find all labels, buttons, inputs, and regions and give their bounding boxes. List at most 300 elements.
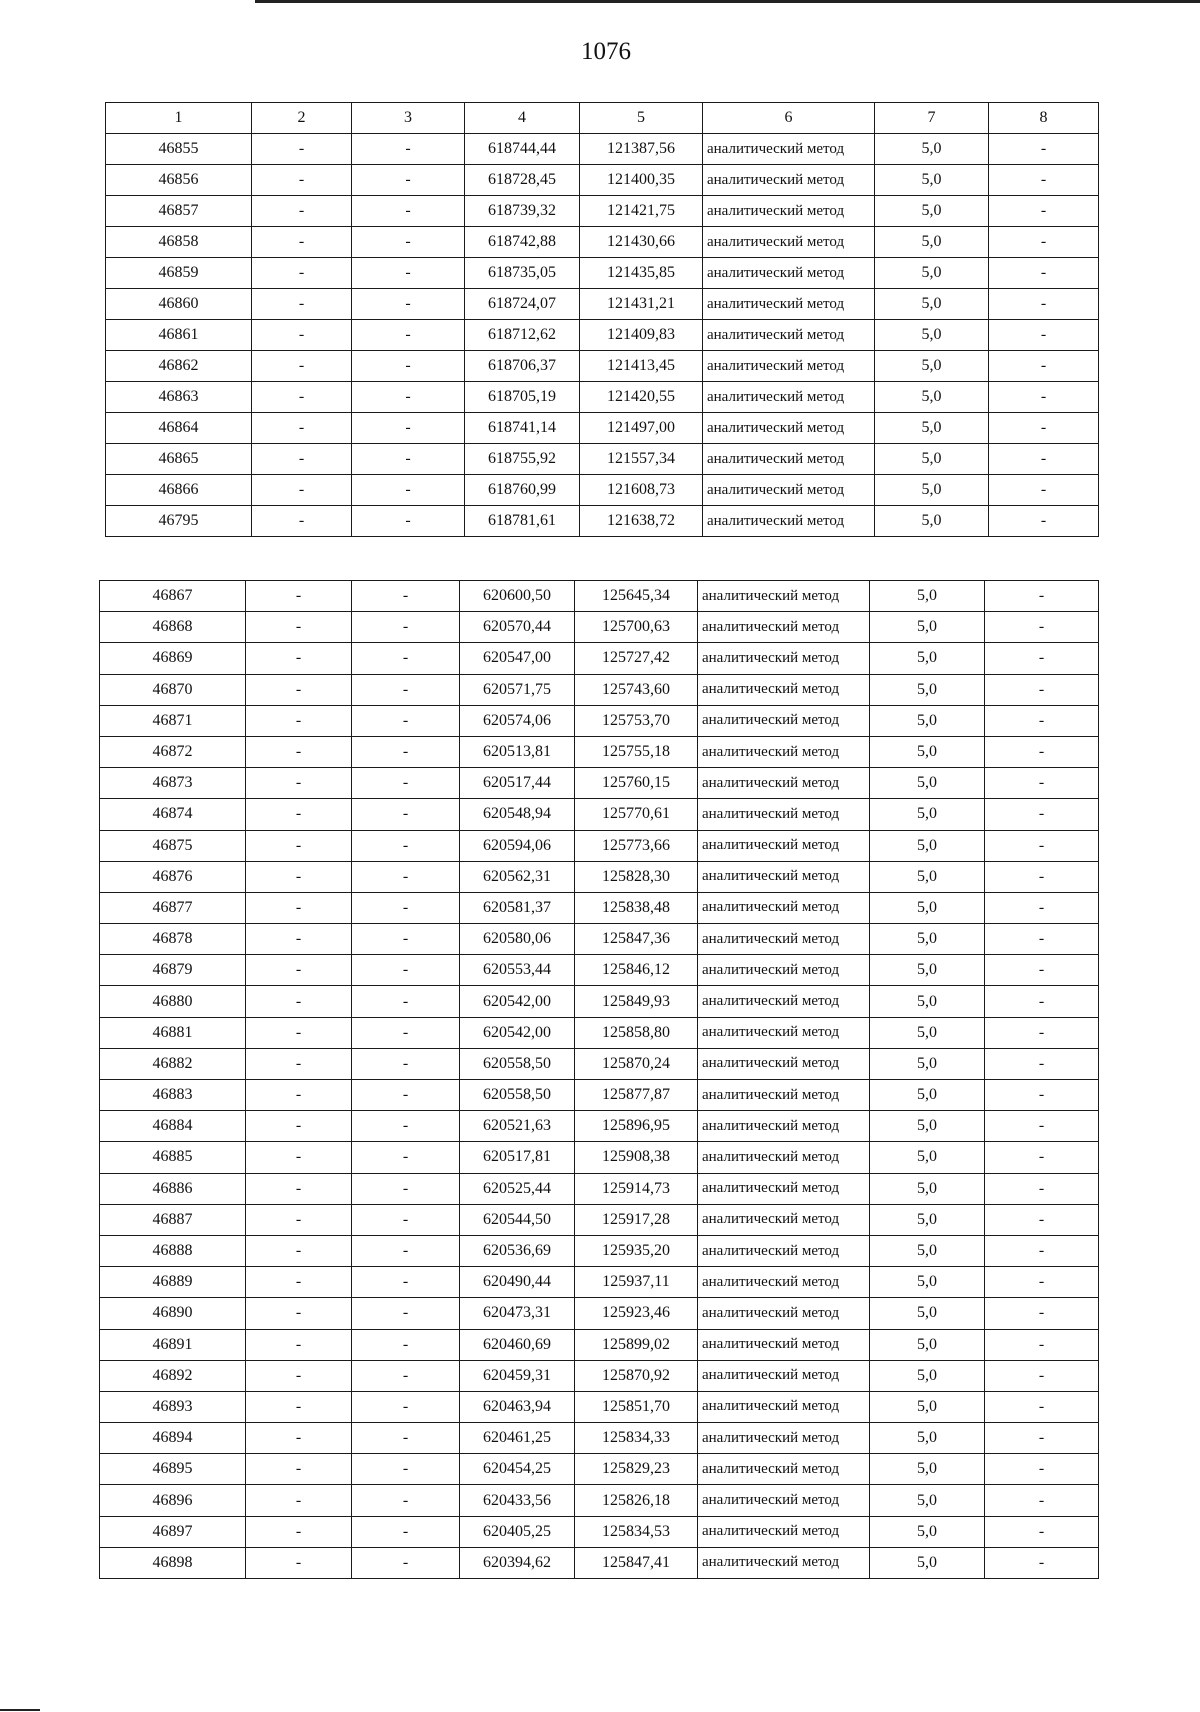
table-row <box>100 1423 1099 1454</box>
table-cell: 46880 <box>100 986 246 1017</box>
table-cell: 618706,37 <box>465 351 580 382</box>
table-cell: - <box>352 830 460 861</box>
table-cell: - <box>252 289 352 320</box>
table-cell: аналитический метод <box>698 1142 870 1173</box>
header-cell: 1 <box>106 103 252 134</box>
table-row <box>100 1235 1099 1266</box>
table-cell: - <box>989 134 1099 165</box>
table-cell: аналитический метод <box>698 1516 870 1547</box>
table-cell: 618705,19 <box>465 382 580 413</box>
table-cell: 5,0 <box>870 1173 985 1204</box>
table-cell: 618742,88 <box>465 227 580 258</box>
table-cell: аналитический метод <box>703 506 875 537</box>
table-cell: - <box>985 1111 1099 1142</box>
table-cell: 121497,00 <box>580 413 703 444</box>
table-row <box>100 1516 1099 1547</box>
table-cell: - <box>252 382 352 413</box>
table-cell: аналитический метод <box>698 799 870 830</box>
table-cell: - <box>352 289 465 320</box>
table-cell: - <box>352 1204 460 1235</box>
table-row <box>106 506 1099 537</box>
table-cell: 620473,31 <box>460 1298 575 1329</box>
table-cell: - <box>246 892 352 923</box>
table-cell: 620571,75 <box>460 674 575 705</box>
table-cell: - <box>246 1235 352 1266</box>
header-cell: 3 <box>352 103 465 134</box>
table-cell: - <box>352 581 460 612</box>
table-cell: 125828,30 <box>575 861 698 892</box>
table-cell: 5,0 <box>870 1017 985 1048</box>
table-cell: 125834,33 <box>575 1423 698 1454</box>
table-cell: - <box>246 1454 352 1485</box>
table-cell: 46887 <box>100 1204 246 1235</box>
table-cell: 46885 <box>100 1142 246 1173</box>
table-row <box>100 643 1099 674</box>
table-cell: аналитический метод <box>698 1048 870 1079</box>
table-cell: аналитический метод <box>703 196 875 227</box>
table-cell: - <box>252 258 352 289</box>
table-cell: - <box>246 1423 352 1454</box>
table-row <box>100 955 1099 986</box>
table-row <box>100 705 1099 736</box>
table-cell: аналитический метод <box>698 736 870 767</box>
table-row <box>100 986 1099 1017</box>
table-cell: - <box>352 643 460 674</box>
table-row <box>100 612 1099 643</box>
table-row <box>100 1048 1099 1079</box>
table-cell: 5,0 <box>870 1080 985 1111</box>
table-cell: 46888 <box>100 1235 246 1266</box>
table-cell: - <box>985 1048 1099 1079</box>
table-cell: 5,0 <box>870 1454 985 1485</box>
table-cell: 46857 <box>106 196 252 227</box>
table-cell: 46875 <box>100 830 246 861</box>
table-cell: 620558,50 <box>460 1048 575 1079</box>
table-cell: 620542,00 <box>460 1017 575 1048</box>
header-cell: 7 <box>875 103 989 134</box>
table-cell: - <box>985 643 1099 674</box>
table-cell: аналитический метод <box>698 986 870 1017</box>
table-cell: - <box>352 768 460 799</box>
table-cell: - <box>246 705 352 736</box>
table-cell: - <box>246 1048 352 1079</box>
table-cell: аналитический метод <box>703 289 875 320</box>
table-cell: - <box>246 581 352 612</box>
coordinates-table-lower <box>99 580 1099 1579</box>
table-cell: 620517,81 <box>460 1142 575 1173</box>
table-cell: аналитический метод <box>698 612 870 643</box>
table-row <box>100 1485 1099 1516</box>
table-cell: - <box>989 320 1099 351</box>
table-cell: 46878 <box>100 924 246 955</box>
table-cell: - <box>252 351 352 382</box>
table-cell: - <box>352 413 465 444</box>
table-cell: - <box>352 1516 460 1547</box>
table-cell: 46891 <box>100 1329 246 1360</box>
table-cell: 620574,06 <box>460 705 575 736</box>
table-cell: 125877,87 <box>575 1080 698 1111</box>
table-cell: - <box>985 830 1099 861</box>
table-cell: - <box>985 1516 1099 1547</box>
table-cell: 46882 <box>100 1048 246 1079</box>
table-cell: 5,0 <box>870 581 985 612</box>
table-cell: 620394,62 <box>460 1547 575 1578</box>
table-cell: - <box>352 1173 460 1204</box>
table-cell: 121420,55 <box>580 382 703 413</box>
table-cell: 5,0 <box>870 736 985 767</box>
table-cell: - <box>985 924 1099 955</box>
table-cell: 620536,69 <box>460 1235 575 1266</box>
table-cell: 5,0 <box>875 289 989 320</box>
table-cell: 5,0 <box>870 1204 985 1235</box>
table-cell: 46884 <box>100 1111 246 1142</box>
coordinates-table-upper <box>105 102 1099 537</box>
table-cell: аналитический метод <box>698 1391 870 1422</box>
table-cell: аналитический метод <box>698 1485 870 1516</box>
table-cell: - <box>985 1329 1099 1360</box>
table-cell: 46856 <box>106 165 252 196</box>
table-cell: 121413,45 <box>580 351 703 382</box>
table-cell: 5,0 <box>870 1111 985 1142</box>
table-cell: 5,0 <box>870 892 985 923</box>
table-row <box>100 892 1099 923</box>
table-cell: - <box>246 799 352 830</box>
table-cell: 125826,18 <box>575 1485 698 1516</box>
table-cell: 125834,53 <box>575 1516 698 1547</box>
table-cell: 125849,93 <box>575 986 698 1017</box>
header-row <box>106 103 1099 134</box>
table-cell: - <box>352 955 460 986</box>
table-cell: 620562,31 <box>460 861 575 892</box>
table-row <box>100 1329 1099 1360</box>
table-cell: 5,0 <box>875 506 989 537</box>
table-cell: 5,0 <box>875 444 989 475</box>
table-cell: - <box>989 258 1099 289</box>
table-cell: - <box>246 924 352 955</box>
table-cell: аналитический метод <box>698 892 870 923</box>
table-cell: - <box>252 320 352 351</box>
table-cell: аналитический метод <box>703 413 875 444</box>
table-cell: 46866 <box>106 475 252 506</box>
table-cell: 125773,66 <box>575 830 698 861</box>
table-cell: - <box>252 165 352 196</box>
table-row <box>106 444 1099 475</box>
table-row <box>106 134 1099 165</box>
table-cell: - <box>246 674 352 705</box>
table-cell: - <box>985 674 1099 705</box>
table-cell: - <box>252 444 352 475</box>
table-cell: аналитический метод <box>703 165 875 196</box>
table-cell: 125847,41 <box>575 1547 698 1578</box>
table-cell: - <box>985 892 1099 923</box>
table-cell: аналитический метод <box>698 1267 870 1298</box>
table-cell: 620521,63 <box>460 1111 575 1142</box>
table-cell: - <box>246 1173 352 1204</box>
table-cell: - <box>252 475 352 506</box>
table-cell: 5,0 <box>870 1360 985 1391</box>
table-cell: - <box>352 736 460 767</box>
table-cell: - <box>352 165 465 196</box>
table-cell: - <box>352 674 460 705</box>
header-cell: 8 <box>989 103 1099 134</box>
table-cell: - <box>352 1360 460 1391</box>
table-cell: 5,0 <box>870 1048 985 1079</box>
table-cell: 618728,45 <box>465 165 580 196</box>
table-cell: 125829,23 <box>575 1454 698 1485</box>
table-cell: 620490,44 <box>460 1267 575 1298</box>
table-cell: 125914,73 <box>575 1173 698 1204</box>
table-row <box>100 1454 1099 1485</box>
table-cell: - <box>985 1485 1099 1516</box>
table-cell: - <box>989 196 1099 227</box>
table-cell: - <box>246 986 352 1017</box>
table-cell: - <box>352 986 460 1017</box>
table-cell: аналитический метод <box>698 1235 870 1266</box>
table-cell: - <box>246 1204 352 1235</box>
table-row <box>106 351 1099 382</box>
table-cell: 5,0 <box>870 1547 985 1578</box>
table-cell: 125899,02 <box>575 1329 698 1360</box>
table-cell: 620461,25 <box>460 1423 575 1454</box>
table-cell: 620558,50 <box>460 1080 575 1111</box>
table-cell: 5,0 <box>870 1485 985 1516</box>
table-row <box>100 1142 1099 1173</box>
table-cell: аналитический метод <box>698 1080 870 1111</box>
table-row <box>106 258 1099 289</box>
table-cell: аналитический метод <box>703 134 875 165</box>
table-cell: аналитический метод <box>698 924 870 955</box>
table-cell: аналитический метод <box>698 861 870 892</box>
table-cell: 620463,94 <box>460 1391 575 1422</box>
table-cell: аналитический метод <box>703 227 875 258</box>
table-row <box>106 413 1099 444</box>
table-cell: - <box>352 1142 460 1173</box>
table-cell: 46863 <box>106 382 252 413</box>
table-cell: 5,0 <box>870 1329 985 1360</box>
table-cell: 618724,07 <box>465 289 580 320</box>
table-cell: 46898 <box>100 1547 246 1578</box>
table-cell: 46868 <box>100 612 246 643</box>
table-cell: - <box>352 1235 460 1266</box>
table-cell: 46895 <box>100 1454 246 1485</box>
table-cell: - <box>352 1454 460 1485</box>
table-cell: - <box>985 768 1099 799</box>
table-cell: аналитический метод <box>703 351 875 382</box>
table-cell: - <box>352 1111 460 1142</box>
table-cell: 618755,92 <box>465 444 580 475</box>
table-cell: - <box>989 351 1099 382</box>
table-cell: аналитический метод <box>703 258 875 289</box>
table-cell: 5,0 <box>875 196 989 227</box>
table-cell: - <box>352 1298 460 1329</box>
table-cell: - <box>246 861 352 892</box>
table-cell: 125908,38 <box>575 1142 698 1173</box>
table-cell: - <box>352 258 465 289</box>
table-cell: 5,0 <box>870 1267 985 1298</box>
table-cell: 121431,21 <box>580 289 703 320</box>
table-cell: - <box>246 1516 352 1547</box>
table-cell: - <box>246 768 352 799</box>
table-cell: 5,0 <box>875 227 989 258</box>
table-cell: - <box>989 475 1099 506</box>
table-cell: - <box>246 1111 352 1142</box>
table-cell: - <box>985 799 1099 830</box>
table-cell: 5,0 <box>870 1235 985 1266</box>
table-cell: - <box>352 351 465 382</box>
table-cell: 620570,44 <box>460 612 575 643</box>
table-cell: 618760,99 <box>465 475 580 506</box>
table-cell: 618781,61 <box>465 506 580 537</box>
table-cell: 620454,25 <box>460 1454 575 1485</box>
table-cell: 125858,80 <box>575 1017 698 1048</box>
table-row <box>100 581 1099 612</box>
table-cell: - <box>985 1235 1099 1266</box>
table-cell: - <box>246 1267 352 1298</box>
table-row <box>100 861 1099 892</box>
table-cell: 121387,56 <box>580 134 703 165</box>
table-cell: 620544,50 <box>460 1204 575 1235</box>
table-cell: 46876 <box>100 861 246 892</box>
table-cell: 46795 <box>106 506 252 537</box>
table-row <box>106 289 1099 320</box>
table-cell: 620553,44 <box>460 955 575 986</box>
table-cell: 620594,06 <box>460 830 575 861</box>
table-cell: - <box>252 413 352 444</box>
table-cell: 46855 <box>106 134 252 165</box>
table-cell: 46877 <box>100 892 246 923</box>
table-cell: 620548,94 <box>460 799 575 830</box>
table-cell: - <box>352 382 465 413</box>
table-cell: - <box>246 1360 352 1391</box>
table-row <box>100 1080 1099 1111</box>
table-cell: - <box>989 227 1099 258</box>
table-cell: - <box>246 1485 352 1516</box>
table-cell: 46889 <box>100 1267 246 1298</box>
table-cell: - <box>246 736 352 767</box>
table-cell: аналитический метод <box>698 830 870 861</box>
table-cell: - <box>246 612 352 643</box>
table-cell: аналитический метод <box>698 955 870 986</box>
page-number: 1076 <box>581 38 631 65</box>
table-cell: - <box>985 861 1099 892</box>
table-cell: 5,0 <box>870 986 985 1017</box>
table-cell: 5,0 <box>870 924 985 955</box>
table-cell: аналитический метод <box>698 1298 870 1329</box>
table-cell: - <box>352 475 465 506</box>
table-cell: 5,0 <box>875 413 989 444</box>
table-cell: 46893 <box>100 1391 246 1422</box>
table-cell: 5,0 <box>870 768 985 799</box>
table-cell: 620525,44 <box>460 1173 575 1204</box>
table-cell: 121638,72 <box>580 506 703 537</box>
table-cell: - <box>352 1017 460 1048</box>
table-cell: 125847,36 <box>575 924 698 955</box>
header-cell: 5 <box>580 103 703 134</box>
table-cell: 5,0 <box>870 1423 985 1454</box>
table-cell: 125743,60 <box>575 674 698 705</box>
table-cell: - <box>246 1391 352 1422</box>
table-cell: аналитический метод <box>703 475 875 506</box>
table-cell: 125753,70 <box>575 705 698 736</box>
header-cell: 6 <box>703 103 875 134</box>
table-cell: - <box>985 1080 1099 1111</box>
table-cell: 125935,20 <box>575 1235 698 1266</box>
table-cell: 125770,61 <box>575 799 698 830</box>
table-cell: 620460,69 <box>460 1329 575 1360</box>
table-cell: 125645,34 <box>575 581 698 612</box>
table-cell: 5,0 <box>875 351 989 382</box>
table-cell: 46890 <box>100 1298 246 1329</box>
table-row <box>100 1017 1099 1048</box>
table-cell: 125937,11 <box>575 1267 698 1298</box>
table-cell: - <box>246 1329 352 1360</box>
table-row <box>100 674 1099 705</box>
table-cell: 121409,83 <box>580 320 703 351</box>
table-cell: 125760,15 <box>575 768 698 799</box>
table-cell: 46873 <box>100 768 246 799</box>
table-cell: - <box>246 830 352 861</box>
table-cell: - <box>985 1142 1099 1173</box>
table-cell: аналитический метод <box>698 1329 870 1360</box>
table-cell: 5,0 <box>875 475 989 506</box>
table-cell: 618744,44 <box>465 134 580 165</box>
table-cell: - <box>352 506 465 537</box>
table-row <box>100 1547 1099 1578</box>
table-cell: - <box>252 506 352 537</box>
table-cell: - <box>352 227 465 258</box>
table-cell: 125870,24 <box>575 1048 698 1079</box>
table-cell: 5,0 <box>875 134 989 165</box>
table-cell: аналитический метод <box>698 674 870 705</box>
table-cell: - <box>246 1017 352 1048</box>
table-row <box>106 382 1099 413</box>
table-cell: аналитический метод <box>698 1423 870 1454</box>
table-cell: - <box>352 444 465 475</box>
table-cell: 121421,75 <box>580 196 703 227</box>
table-cell: - <box>352 320 465 351</box>
table-cell: 620581,37 <box>460 892 575 923</box>
table-cell: - <box>985 1391 1099 1422</box>
table-cell: аналитический метод <box>698 1547 870 1578</box>
table-cell: аналитический метод <box>698 643 870 674</box>
table-cell: 620433,56 <box>460 1485 575 1516</box>
table-cell: 125700,63 <box>575 612 698 643</box>
table-cell: - <box>252 227 352 258</box>
table-cell: - <box>989 165 1099 196</box>
table-cell: 618735,05 <box>465 258 580 289</box>
table-cell: 46870 <box>100 674 246 705</box>
table-cell: - <box>252 134 352 165</box>
table-cell: аналитический метод <box>698 581 870 612</box>
table-cell: - <box>985 1360 1099 1391</box>
table-row <box>100 768 1099 799</box>
table-cell: - <box>989 289 1099 320</box>
table-cell: 620517,44 <box>460 768 575 799</box>
table-cell: аналитический метод <box>703 444 875 475</box>
table-cell: 46897 <box>100 1516 246 1547</box>
table-row <box>100 799 1099 830</box>
table-cell: - <box>252 196 352 227</box>
table-cell: - <box>989 444 1099 475</box>
table-cell: - <box>246 1298 352 1329</box>
table-cell: 5,0 <box>870 612 985 643</box>
table-cell: 125923,46 <box>575 1298 698 1329</box>
table-cell: аналитический метод <box>698 1360 870 1391</box>
table-cell: 121435,85 <box>580 258 703 289</box>
table-cell: - <box>352 1267 460 1298</box>
table-cell: 46858 <box>106 227 252 258</box>
table-cell: 125917,28 <box>575 1204 698 1235</box>
